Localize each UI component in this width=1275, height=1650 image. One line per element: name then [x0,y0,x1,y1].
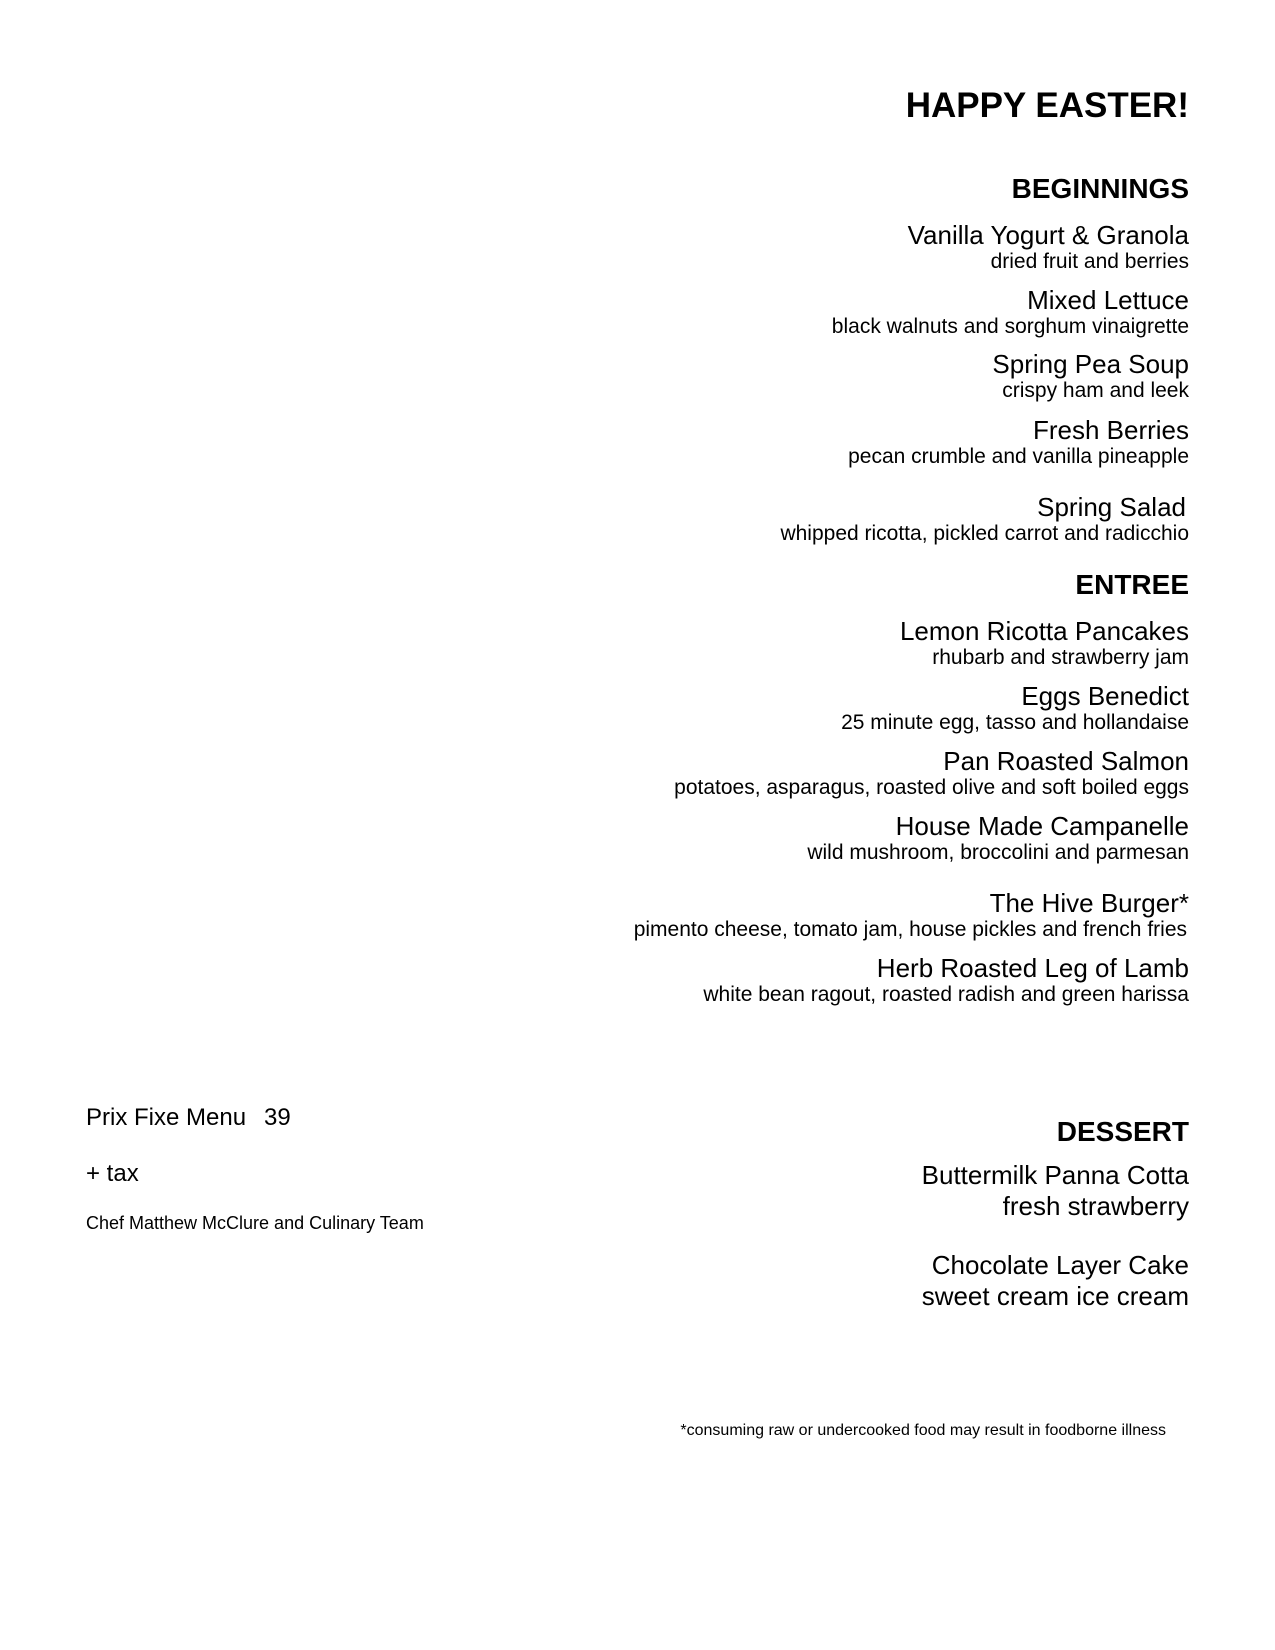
menu-item-name: Spring Salad [1037,492,1186,522]
menu-item-name: Eggs Benedict [1021,681,1189,711]
menu-item-name: Mixed Lettuce [1027,285,1189,315]
menu-item [634,890,1189,940]
menu-item-name: Pan Roasted Salmon [943,746,1189,776]
menu-item-name: Herb Roasted Leg of Lamb [876,953,1189,983]
menu-item-description: whipped ricotta, pickled carrot and radicchio [780,522,1189,545]
menu-item [832,287,1189,337]
menu-item-description: black walnuts and sorghum vinaigrette [831,315,1189,338]
menu-item-name: House Made Campanelle [895,811,1189,841]
menu-item [780,494,1189,544]
food-safety-disclaimer: *consuming raw or undercooked food may result in foodborne illness [680,1422,1166,1439]
menu-item-description: rhubarb and strawberry jam [932,646,1189,669]
menu-item-name: Lemon Ricotta Pancakes [899,616,1189,646]
menu-item-name: The Hive Burger* [989,888,1189,918]
menu-item-name: Vanilla Yogurt & Granola [907,220,1189,250]
section-heading-beginnings: BEGINNINGS [1011,173,1189,204]
dessert-item-name: Chocolate Layer Cake [931,1250,1189,1280]
menu-item [841,683,1189,733]
section-heading-entree: ENTREE [1075,569,1189,600]
menu-item [908,222,1189,272]
menu-item-description: dried fruit and berries [990,250,1189,273]
menu-item [674,748,1189,798]
menu-item [703,955,1189,1005]
menu-item-description: pimento cheese, tomato jam, house pickles and french fries [633,918,1187,941]
dessert-item [922,1250,1189,1312]
menu-item [848,417,1189,467]
menu-item-description: wild mushroom, broccolini and parmesan [807,841,1189,864]
menu-item-description: crispy ham and leek [1002,379,1189,402]
prix-fixe-price: 39 [264,1104,291,1131]
dessert-item-description: sweet cream ice cream [921,1281,1189,1311]
menu-title: HAPPY EASTER! [905,86,1189,125]
dessert-item-name: Buttermilk Panna Cotta [921,1160,1189,1190]
menu-item-description: potatoes, asparagus, roasted olive and soft boiled eggs [674,776,1189,799]
menu-item [807,813,1189,863]
menu-item-name: Fresh Berries [1032,415,1189,445]
dessert-item [922,1160,1189,1222]
prix-fixe-line [86,1104,291,1132]
menu-item-description: pecan crumble and vanilla pineapple [848,445,1189,468]
section-heading-dessert: DESSERT [1056,1116,1189,1147]
menu-item-description: 25 minute egg, tasso and hollandaise [841,711,1189,734]
dessert-item-description: fresh strawberry [1002,1191,1189,1221]
chef-credit: Chef Matthew McClure and Culinary Team [86,1213,424,1233]
menu-item [900,618,1189,668]
menu-item-name: Spring Pea Soup [992,349,1189,379]
menu-item [992,351,1189,401]
prix-fixe-label: Prix Fixe Menu [86,1104,247,1131]
menu-item-description: white bean ragout, roasted radish and green harissa [703,983,1189,1006]
tax-note: + tax [86,1160,139,1187]
